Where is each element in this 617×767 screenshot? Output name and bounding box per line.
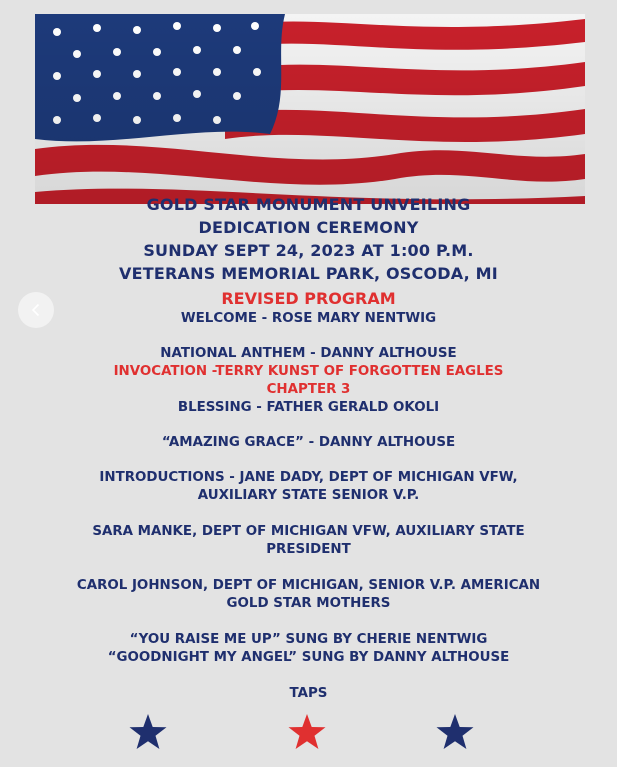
program-anthem: NATIONAL ANTHEM - DANNY ALTHOUSE	[160, 346, 457, 361]
program-carol-line-1: CAROL JOHNSON, DEPT OF MICHIGAN, SENIOR V.P. AMERICAN	[76, 578, 541, 593]
program-sara-line-2: PRESIDENT	[266, 542, 351, 557]
program-blessing: BLESSING - FATHER GERALD OKOLI	[177, 400, 440, 415]
decorative-stars	[0, 712, 617, 756]
program-taps: TAPS	[289, 686, 328, 701]
star-icon-blue	[435, 712, 475, 752]
star-icon-red	[287, 712, 327, 752]
program-invocation-line-2: CHAPTER 3	[266, 382, 351, 397]
program-text	[0, 193, 617, 703]
date-line: SUNDAY SEPT 24, 2023 AT 1:00 P.M.	[143, 241, 474, 260]
program-amazing-grace: “AMAZING GRACE” - DANNY ALTHOUSE	[161, 435, 456, 450]
program-invocation-line-1: INVOCATION -TERRY KUNST OF FORGOTTEN EAGLES	[113, 364, 504, 379]
program-introductions-line-2: AUXILIARY STATE SENIOR V.P.	[197, 488, 420, 503]
program-song-1: “YOU RAISE ME UP” SUNG BY CHERIE NENTWIG	[129, 632, 488, 647]
title-line-2: DEDICATION CEREMONY	[198, 218, 419, 237]
location-line: VETERANS MEMORIAL PARK, OSCODA, MI	[119, 264, 498, 283]
american-flag-image	[35, 14, 585, 204]
program-song-2: “GOODNIGHT MY ANGEL” SUNG BY DANNY ALTHOUSE	[107, 650, 510, 665]
star-icon-blue	[128, 712, 168, 752]
program-carol-line-2: GOLD STAR MOTHERS	[226, 596, 391, 611]
program-sara-line-1: SARA MANKE, DEPT OF MICHIGAN VFW, AUXILIARY STATE	[92, 524, 525, 539]
revised-program-heading: REVISED PROGRAM	[221, 289, 396, 308]
title-line-1: GOLD STAR MONUMENT UNVEILING	[146, 195, 471, 214]
program-introductions-line-1: INTRODUCTIONS - JANE DADY, DEPT OF MICHIGAN VFW,	[99, 470, 518, 485]
program-welcome: WELCOME - ROSE MARY NENTWIG	[180, 311, 437, 326]
